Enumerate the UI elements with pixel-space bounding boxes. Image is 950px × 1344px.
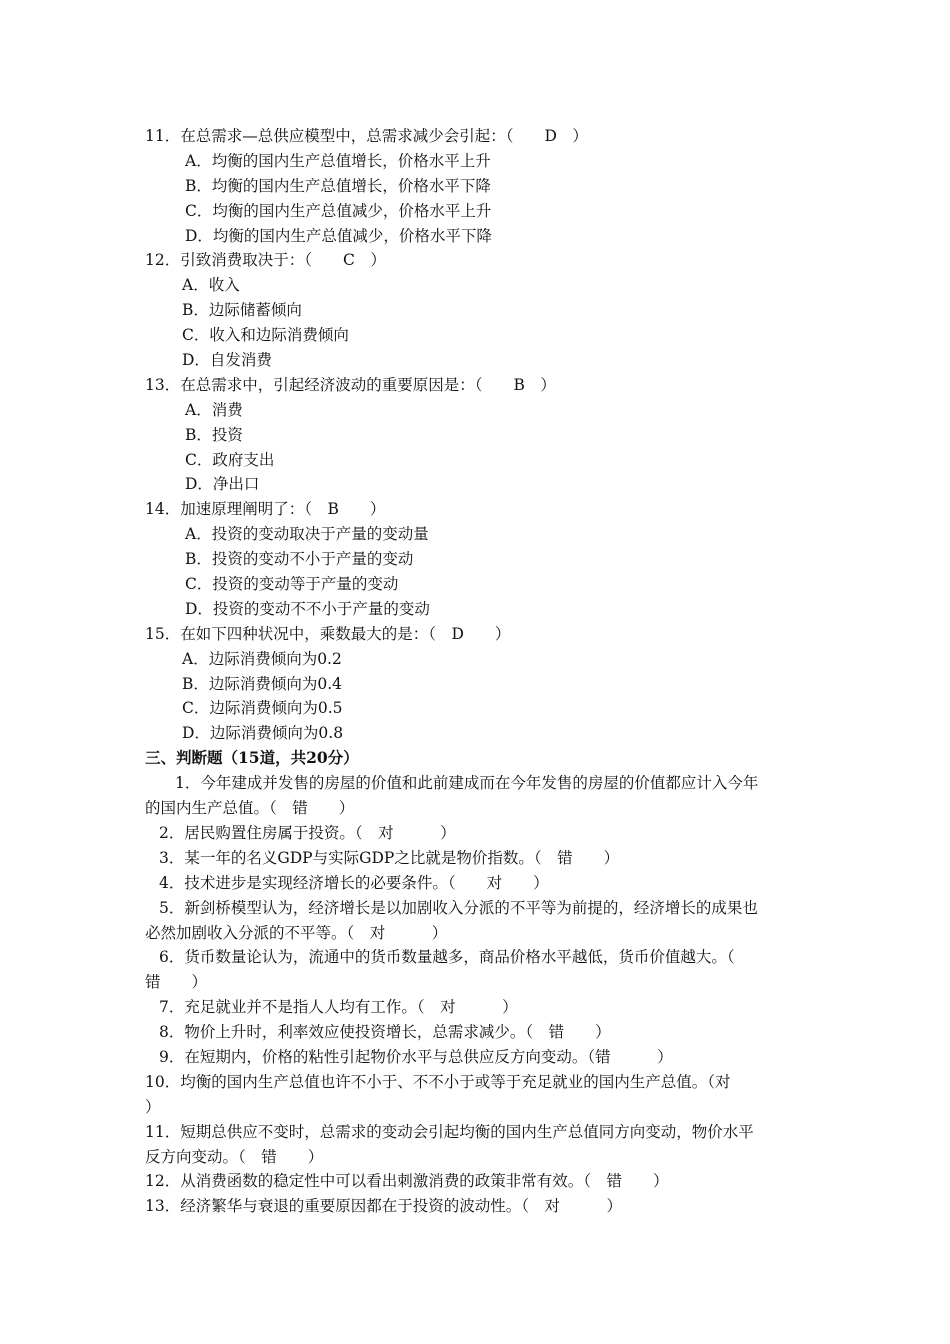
option: C．收入和边际消费倾向 <box>182 326 349 345</box>
tf-item-11: 11．短期总供应不变时，总需求的变动会引起均衡的国内生产总值同方向变动，物价水平 <box>145 1122 754 1141</box>
option: B．边际储蓄倾向 <box>182 301 302 320</box>
tf-item-10: 10．均衡的国内生产总值也许不小于、不不小于或等于充足就业的国内生产总值。（对 <box>145 1072 731 1091</box>
option: B．均衡的国内生产总值增长，价格水平下降 <box>185 176 491 195</box>
tf-item-2: 2．居民购置住房属于投资。（ 对 ） <box>159 823 456 842</box>
option: B．投资的变动不小于产量的变动 <box>185 550 414 569</box>
tf-item-11-cont: 反方向变动。（ 错 ） <box>145 1147 324 1166</box>
tf-item-6-cont: 错 ） <box>145 973 208 992</box>
question-14: 14．加速原理阐明了：（ B ） <box>145 500 386 519</box>
tf-item-5-cont: 必然加剧收入分派的不平等。（ 对 ） <box>145 923 448 942</box>
option: C．边际消费倾向为0.5 <box>182 699 343 718</box>
tf-item-12: 12．从消费函数的稳定性中可以看出刺激消费的政策非常有效。（ 错 ） <box>145 1172 669 1191</box>
option: A．投资的变动取决于产量的变动量 <box>185 525 429 544</box>
option: B．投资 <box>185 425 243 444</box>
tf-item-6: 6．货币数量论认为，流通中的货币数量越多，商品价格水平越低，货币价值越大。（ <box>159 948 735 967</box>
option: D．净出口 <box>185 475 260 494</box>
tf-item-3: 3．某一年的名义GDP与实际GDP之比就是物价指数。（ 错 ） <box>159 848 620 867</box>
option: D．自发消费 <box>182 351 272 370</box>
question-15: 15．在如下四种状况中，乘数最大的是：（ D ） <box>145 624 511 643</box>
tf-item-7: 7．充足就业并不是指人人均有工作。（ 对 ） <box>159 998 518 1017</box>
question-13: 13．在总需求中，引起经济波动的重要原因是：（ B ） <box>145 375 556 394</box>
option: D．边际消费倾向为0.8 <box>182 724 344 743</box>
page-content <box>145 124 815 1219</box>
option: D．投资的变动不不小于产量的变动 <box>185 599 430 618</box>
section-title: 三、判断题（15道，共20分） <box>145 748 359 768</box>
option: D．均衡的国内生产总值减少，价格水平下降 <box>185 226 492 245</box>
tf-item-1: 1．今年建成并发售的房屋的价值和此前建成而在今年发售的房屋的价值都应计入今年 <box>175 774 759 793</box>
tf-item-10-cont: ） <box>145 1097 161 1116</box>
option: C．均衡的国内生产总值减少，价格水平上升 <box>185 201 492 220</box>
tf-item-4: 4．技术进步是实现经济增长的必要条件。（ 对 ） <box>159 873 549 892</box>
tf-item-9: 9．在短期内，价格的粘性引起物价水平与总供应反方向变动。（错 ） <box>159 1047 673 1066</box>
option: B．边际消费倾向为0.4 <box>182 674 343 693</box>
tf-item-1-cont: 的国内生产总值。（ 错 ） <box>145 799 355 818</box>
tf-item-8: 8．物价上升时，利率效应使投资增长，总需求减少。（ 错 ） <box>159 1023 611 1042</box>
tf-item-13: 13．经济繁华与衰退的重要原因都在于投资的波动性。（ 对 ） <box>145 1197 622 1216</box>
question-11: 11．在总需求—总供应模型中，总需求减少会引起：（ D ） <box>145 127 588 145</box>
question-12: 12．引致消费取决于：（ C ） <box>145 251 386 270</box>
option: A．均衡的国内生产总值增长，价格水平上升 <box>185 151 491 170</box>
option: A．边际消费倾向为0.2 <box>182 649 342 668</box>
option: A．收入 <box>182 276 240 295</box>
option: C．投资的变动等于产量的变动 <box>185 575 399 594</box>
option: C．政府支出 <box>185 450 275 469</box>
option: A．消费 <box>185 400 243 419</box>
tf-item-5: 5．新剑桥模型认为，经济增长是以加剧收入分派的不平等为前提的，经济增长的成果也 <box>159 898 758 917</box>
